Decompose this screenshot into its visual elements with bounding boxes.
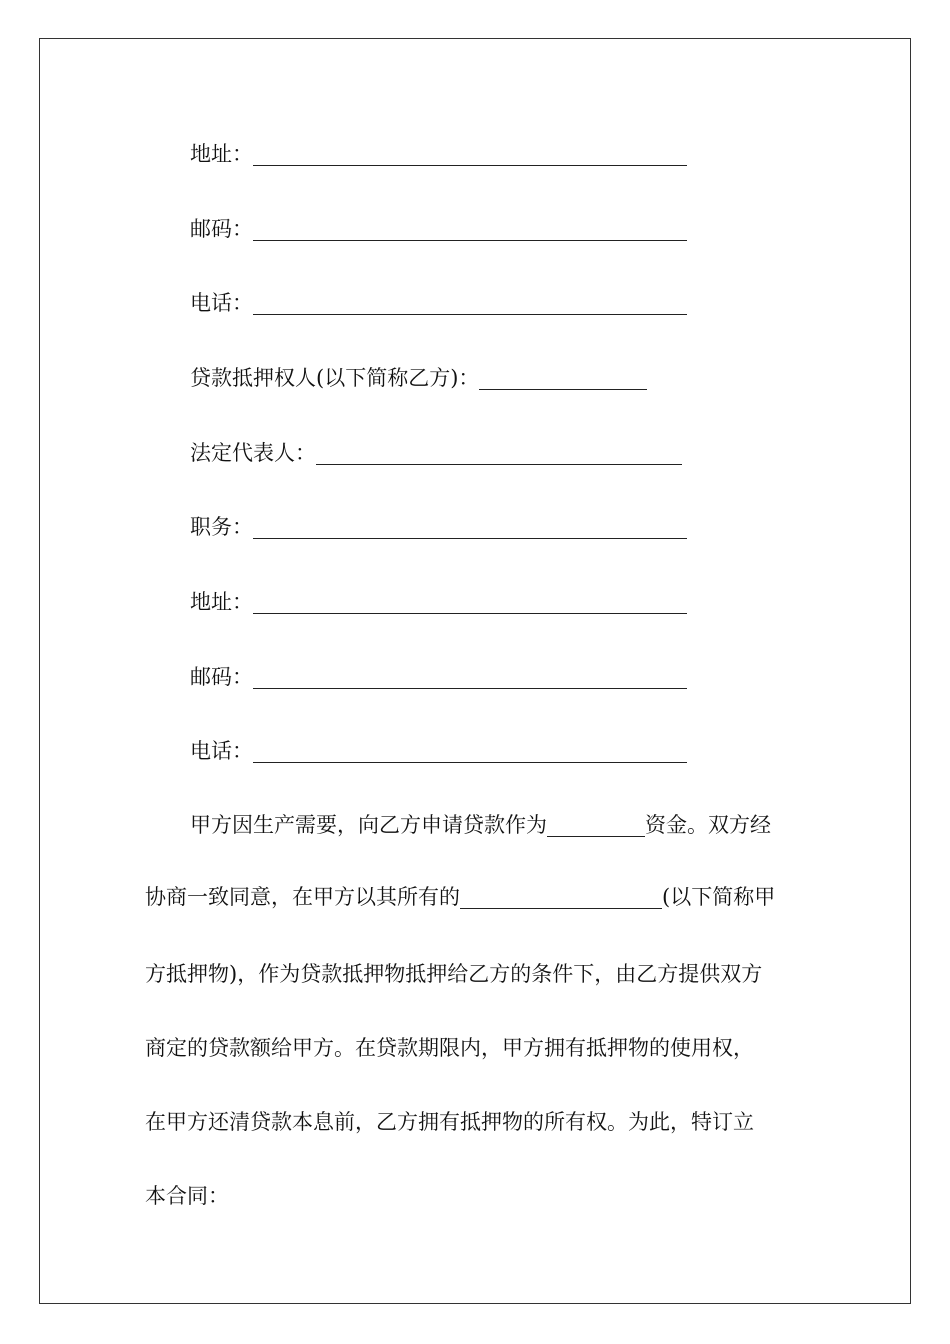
- body-line-2: [145, 885, 775, 909]
- party-b-position-blank[interactable]: [253, 516, 687, 539]
- party-b-address-field[interactable]: [190, 584, 687, 614]
- body-line-1: [190, 813, 771, 837]
- party-a-phone-blank[interactable]: [253, 292, 687, 315]
- party-b-representative-label: 法定代表人：: [190, 441, 316, 465]
- body-line-4: 商定的贷款额给甲方。在贷款期限内，甲方拥有抵押物的使用权，: [145, 1036, 754, 1060]
- party-a-address-field[interactable]: [190, 136, 687, 166]
- party-a-postcode-label: 邮码：: [190, 217, 253, 241]
- party-b-postcode-field[interactable]: [190, 659, 687, 689]
- party-b-phone-field[interactable]: [190, 733, 687, 763]
- party-b-postcode-blank[interactable]: [253, 666, 687, 689]
- body-line-1-text-b: 资金。双方经: [645, 813, 771, 837]
- party-a-postcode-blank[interactable]: [253, 218, 687, 241]
- body-line-5: 在甲方还清贷款本息前，乙方拥有抵押物的所有权。为此，特订立: [145, 1110, 754, 1134]
- party-b-phone-label: 电话：: [190, 739, 253, 763]
- party-a-address-label: 地址：: [190, 142, 253, 166]
- party-b-heading-field[interactable]: [190, 360, 647, 390]
- collateral-blank[interactable]: [460, 886, 662, 909]
- party-b-postcode-label: 邮码：: [190, 665, 253, 689]
- party-a-phone-label: 电话：: [190, 291, 253, 315]
- party-a-postcode-field[interactable]: [190, 211, 687, 241]
- body-line-6: 本合同：: [145, 1184, 229, 1208]
- body-line-2-text-a: 协商一致同意，在甲方以其所有的: [145, 885, 460, 909]
- party-b-representative-field[interactable]: [190, 435, 682, 465]
- party-a-address-blank[interactable]: [253, 143, 687, 166]
- body-line-1-text-a: 甲方因生产需要，向乙方申请贷款作为: [190, 813, 547, 837]
- party-b-address-label: 地址：: [190, 590, 253, 614]
- fund-purpose-blank[interactable]: [547, 814, 645, 837]
- party-b-representative-blank[interactable]: [316, 442, 682, 465]
- party-b-position-field[interactable]: [190, 509, 687, 539]
- party-b-position-label: 职务：: [190, 515, 253, 539]
- body-line-3: 方抵押物)，作为贷款抵押物抵押给乙方的条件下，由乙方提供双方: [145, 962, 763, 986]
- party-b-address-blank[interactable]: [253, 591, 687, 614]
- party-b-heading-label: 贷款抵押权人(以下简称乙方)：: [190, 366, 480, 390]
- party-a-phone-field[interactable]: [190, 285, 687, 315]
- body-line-2-text-b: (以下简称甲: [662, 885, 776, 909]
- party-b-name-blank[interactable]: [479, 367, 647, 390]
- party-b-phone-blank[interactable]: [253, 740, 687, 763]
